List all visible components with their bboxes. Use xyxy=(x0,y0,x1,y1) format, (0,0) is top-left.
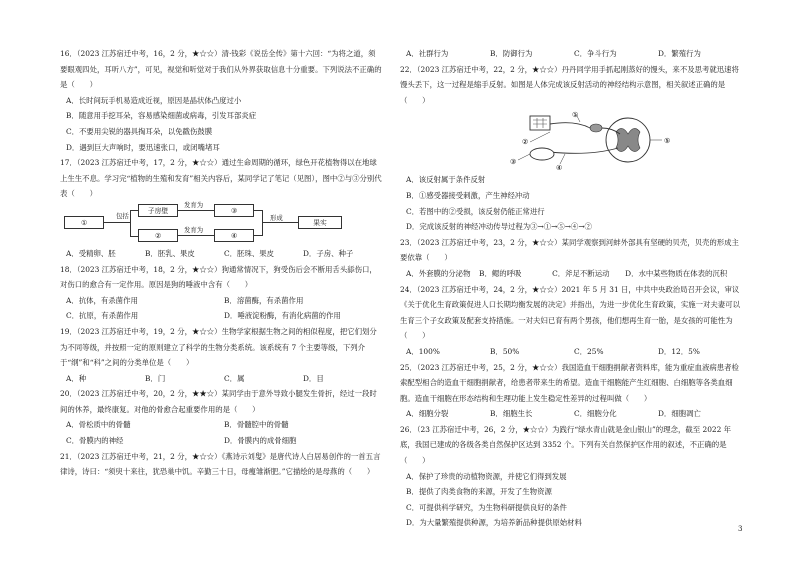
label-develop-2: 发育为 xyxy=(184,225,204,234)
option-c[interactable]: C．胚珠、果皮 xyxy=(224,248,274,258)
bracket-right-line xyxy=(262,210,263,236)
option-d[interactable]: D．目 xyxy=(303,373,324,383)
question-26 xyxy=(400,422,742,531)
option-b[interactable]: B．50% xyxy=(490,346,520,356)
options-row xyxy=(60,308,382,324)
option-c[interactable]: C．争斗行为 xyxy=(574,49,617,58)
question-stem: 21．（2023 江苏宿迁中考，21，2 分，★☆☆）《燕诗示刘叟》是唐代诗人白居易创作的一首五言律诗，诗曰：“须臾十来往，犹恐巢中饥。辛勤三十日，母瘦雏渐肥。”它描绘的是母燕的（ ） xyxy=(60,451,381,477)
option-c[interactable]: C．骨膜内的神经 xyxy=(66,436,124,446)
option-a[interactable]: A．外套膜的分泌物 xyxy=(406,268,471,278)
option-d[interactable]: D．水中某些物质在体表的沉积 xyxy=(625,268,728,278)
question-stem: 24．（2023 江苏宿迁中考，24，2 分，★☆☆）2021 年 5 月 31 日，中共中央政治局召开会议，审议《关于优化生育政策促进人口长期均衡发展的决定》并指出，为进一步优化生育政策，实施一对夫妻可以生育三个子女政策及配套支持措施。一对夫妇已育有两个男孩，他们想再生育一胎，是女孩的可能性为（ ） xyxy=(400,284,740,341)
option-b[interactable]: B．鳃的呼吸 xyxy=(479,268,522,278)
question-24 xyxy=(400,282,742,360)
label-4: ④ xyxy=(556,164,563,171)
arrow-2 xyxy=(178,235,214,236)
bracket-top xyxy=(130,210,138,211)
options-row xyxy=(60,417,382,433)
question-stem: 19．（2023 江苏宿迁中考，19，2 分，★☆☆）生物学家根据生物之间的相似程度，把它们划分为不同等级，并按照一定的原则建立了科学的生物分类系统。该系统有 7 个主要等级，下列介于“纲”和“科”之间的分类单位是（ ） xyxy=(60,326,377,368)
question-stem: 20．（2023 江苏宿迁中考，20，2 分，★★☆）某同学由于意外导致小腿发生骨折，经过一段时间的休养，最终康复。对他的骨愈合起重要作用的是（ ） xyxy=(60,389,377,414)
option-c[interactable]: C．属 xyxy=(224,373,245,383)
reflex-arc-diagram xyxy=(400,110,742,170)
question-stem: 26．（23 江苏宿迁中考，26，2 分，★☆☆）为践行“绿水青山就是金山银山”的理念，截至 2022 年底，我国已建成的各级各类自然保护区达到 3352 个。下列有关自然保护区作用的叙述，不正确的是（ ） xyxy=(400,424,732,466)
option-c[interactable]: C．细胞分化 xyxy=(574,409,617,419)
label-include: 包括 xyxy=(116,211,129,220)
bracket-top-right xyxy=(254,210,262,211)
label-2: ② xyxy=(522,138,529,147)
box-fruit: 果实 xyxy=(298,216,342,229)
option-b[interactable]: B．骨髓腔中的骨髓 xyxy=(224,420,289,430)
option-d[interactable]: D．唾液淀粉酶，有消化病菌的作用 xyxy=(224,311,341,321)
option-c[interactable]: C．抗原，有杀菌作用 xyxy=(66,311,139,321)
question-stem: 23．（2023 江苏宿迁中考，23，2 分，★☆☆）某同学观察到河蚌外部具有坚硬的贝壳，贝壳的形成主要依靠（ ） xyxy=(400,237,739,263)
option-b[interactable]: B．胚乳、果皮 xyxy=(145,248,195,258)
connector xyxy=(114,222,130,223)
option-d[interactable]: D．子房、种子 xyxy=(303,248,354,258)
question-21-options xyxy=(400,46,742,62)
options-row xyxy=(400,266,742,282)
option-c[interactable]: C．25% xyxy=(574,346,604,356)
question-stem: 18．（2023 江苏宿迁中考，18，2 分，★☆☆）狗通常情况下，狗受伤后会不断用舌头舔伤口，对伤口的愈合有一定作用。原因是狗的唾液中含有（ ） xyxy=(60,264,377,290)
question-stem: 16．（2023 江苏宿迁中考，16，2 分，★☆☆）清·钱彩《说岳全传》第十六回：“为将之道，须要眼观四处，耳听八方”，可见，视觉和听觉对于我们从外界获取信息十分重要。下列说法不正确的是（ ） xyxy=(60,49,382,90)
question-stem: 17．（2023 江苏宿迁中考，17，2 分，★☆☆）通过生命周期的循环，绿色开花植物得以在地球上生生不息。学习完“植物的生殖和发育”相关内容后，某同学记了笔记（见图），图中②与③分别代表（ ） xyxy=(60,158,382,199)
sensory-nerve xyxy=(550,123,590,128)
plant-development-diagram xyxy=(60,200,382,244)
option-a[interactable]: A．细胞分裂 xyxy=(406,409,449,419)
ganglion xyxy=(590,124,602,132)
question-16 xyxy=(60,46,382,155)
option-a[interactable]: A．受精卵、胚 xyxy=(66,248,116,258)
option-b[interactable]: B．提供了肉类食物的来源，开发了生物资源 xyxy=(406,487,552,497)
connector xyxy=(104,222,114,223)
box-2: ② xyxy=(138,229,178,242)
box-3: ③ xyxy=(214,204,254,217)
right-column xyxy=(400,46,742,531)
options-row xyxy=(60,371,382,387)
option-b[interactable]: B．①感受器接受刺激，产生神经冲动 xyxy=(406,190,530,200)
option-d[interactable]: D．12．5% xyxy=(658,346,700,356)
label-5: ⑤ xyxy=(664,137,671,146)
leader-line xyxy=(530,132,550,142)
option-b[interactable]: B．细胞生长 xyxy=(490,409,533,419)
label-1: ① xyxy=(572,111,579,120)
option-a[interactable]: A．抗体，有杀菌作用 xyxy=(66,295,138,305)
option-b[interactable]: B．防御行为 xyxy=(490,49,533,58)
options-row xyxy=(60,293,382,309)
bracket-line xyxy=(130,210,131,236)
hand-figure xyxy=(530,116,550,130)
option-a[interactable]: A．骨松质中的骨髓 xyxy=(66,420,131,430)
box-ovary-wall: 子房壁 xyxy=(138,204,178,217)
label-develop-1: 发育为 xyxy=(184,200,204,209)
option-a[interactable]: A．社群行为 xyxy=(406,49,449,58)
question-20 xyxy=(60,386,382,448)
question-19 xyxy=(60,324,382,386)
option-c[interactable]: C．斧足不断运动 xyxy=(552,268,610,278)
leader-line xyxy=(518,154,530,160)
page-number: 3 xyxy=(738,525,743,533)
muscle xyxy=(530,148,554,160)
option-a[interactable]: A．100% xyxy=(406,346,440,356)
option-d[interactable]: D．为大量繁殖提供种源，为培养新品种提供原始材料 xyxy=(406,518,582,528)
question-17 xyxy=(60,155,382,261)
option-b[interactable]: B．门 xyxy=(145,373,166,383)
option-d[interactable]: D．骨膜内的成骨细胞 xyxy=(224,436,297,446)
option-d[interactable]: D．完成该反射的神经冲动传导过程为③→①→⑤→④→② xyxy=(406,222,592,232)
label-3: ③ xyxy=(510,158,517,167)
options-row xyxy=(400,344,742,360)
option-a[interactable]: A．长时间玩手机易造成近视，原因是晶状体凸度过小 xyxy=(66,95,242,105)
left-column xyxy=(60,46,382,480)
question-stem: 22．（2023 江苏宿迁中考，22，2 分，★☆☆）丹丹同学用手抓起刚蒸好的馒头，来不及思考就迅速将馒头丢下，这一过程是缩手反射。如图是人体完成该反射活动的神经结构示意图，相关叙述正确的是（ ） xyxy=(400,64,739,105)
option-c[interactable]: C．若图中的②受损，该反射仍能正常进行 xyxy=(406,206,545,216)
label-form: 形成 xyxy=(270,213,283,222)
option-d[interactable]: D．细胞凋亡 xyxy=(658,409,701,419)
options-row xyxy=(400,406,742,422)
question-23 xyxy=(400,235,742,282)
option-a[interactable]: A．种 xyxy=(66,373,87,383)
option-a[interactable]: A．保护了珍贵的动植物资源，并使它们得到发展 xyxy=(406,471,567,481)
arrow-1 xyxy=(178,210,214,211)
option-b[interactable]: B．溶菌酶，有杀菌作用 xyxy=(224,295,304,305)
question-21 xyxy=(60,449,382,480)
bracket-bottom xyxy=(130,236,138,237)
question-22 xyxy=(400,62,742,235)
reflex-arc-figure xyxy=(400,110,742,170)
options-row xyxy=(60,433,382,449)
bracket-bottom-right xyxy=(254,235,262,236)
option-c[interactable]: C．不要用尖锐的器具掏耳朵，以免戳伤鼓膜 xyxy=(66,126,213,136)
option-c[interactable]: C．可提供科学研究，为生物科研提供良好的条件 xyxy=(406,502,567,512)
question-18 xyxy=(60,262,382,324)
box-4: ④ xyxy=(214,229,254,242)
options-row xyxy=(60,246,382,262)
question-25 xyxy=(400,360,742,422)
option-b[interactable]: B．随意用手挖耳朵，容易感染细菌或病毒，引发耳部炎症 xyxy=(66,111,257,121)
option-d[interactable]: D．遇到巨大声响时，要迅速张口，或闭嘴堵耳 xyxy=(66,142,220,152)
option-d[interactable]: D．繁殖行为 xyxy=(658,49,701,58)
option-a[interactable]: A．该反射属于条件反射 xyxy=(406,175,486,185)
leader-line xyxy=(560,154,565,164)
question-stem: 25．（2023 江苏宿迁中考，25，2 分，★☆☆）我国造血干细胞捐献者资料库，能为重症血液病患者检索配型相合的造血干细胞捐献者，给患者带来生的希望。造血干细胞能产生红细胞、白细胞等各类血细胞。造血干细胞在形态结构和生理功能上发生稳定性差异的过程叫做（ ） xyxy=(400,362,739,403)
box-1: ① xyxy=(64,216,104,229)
